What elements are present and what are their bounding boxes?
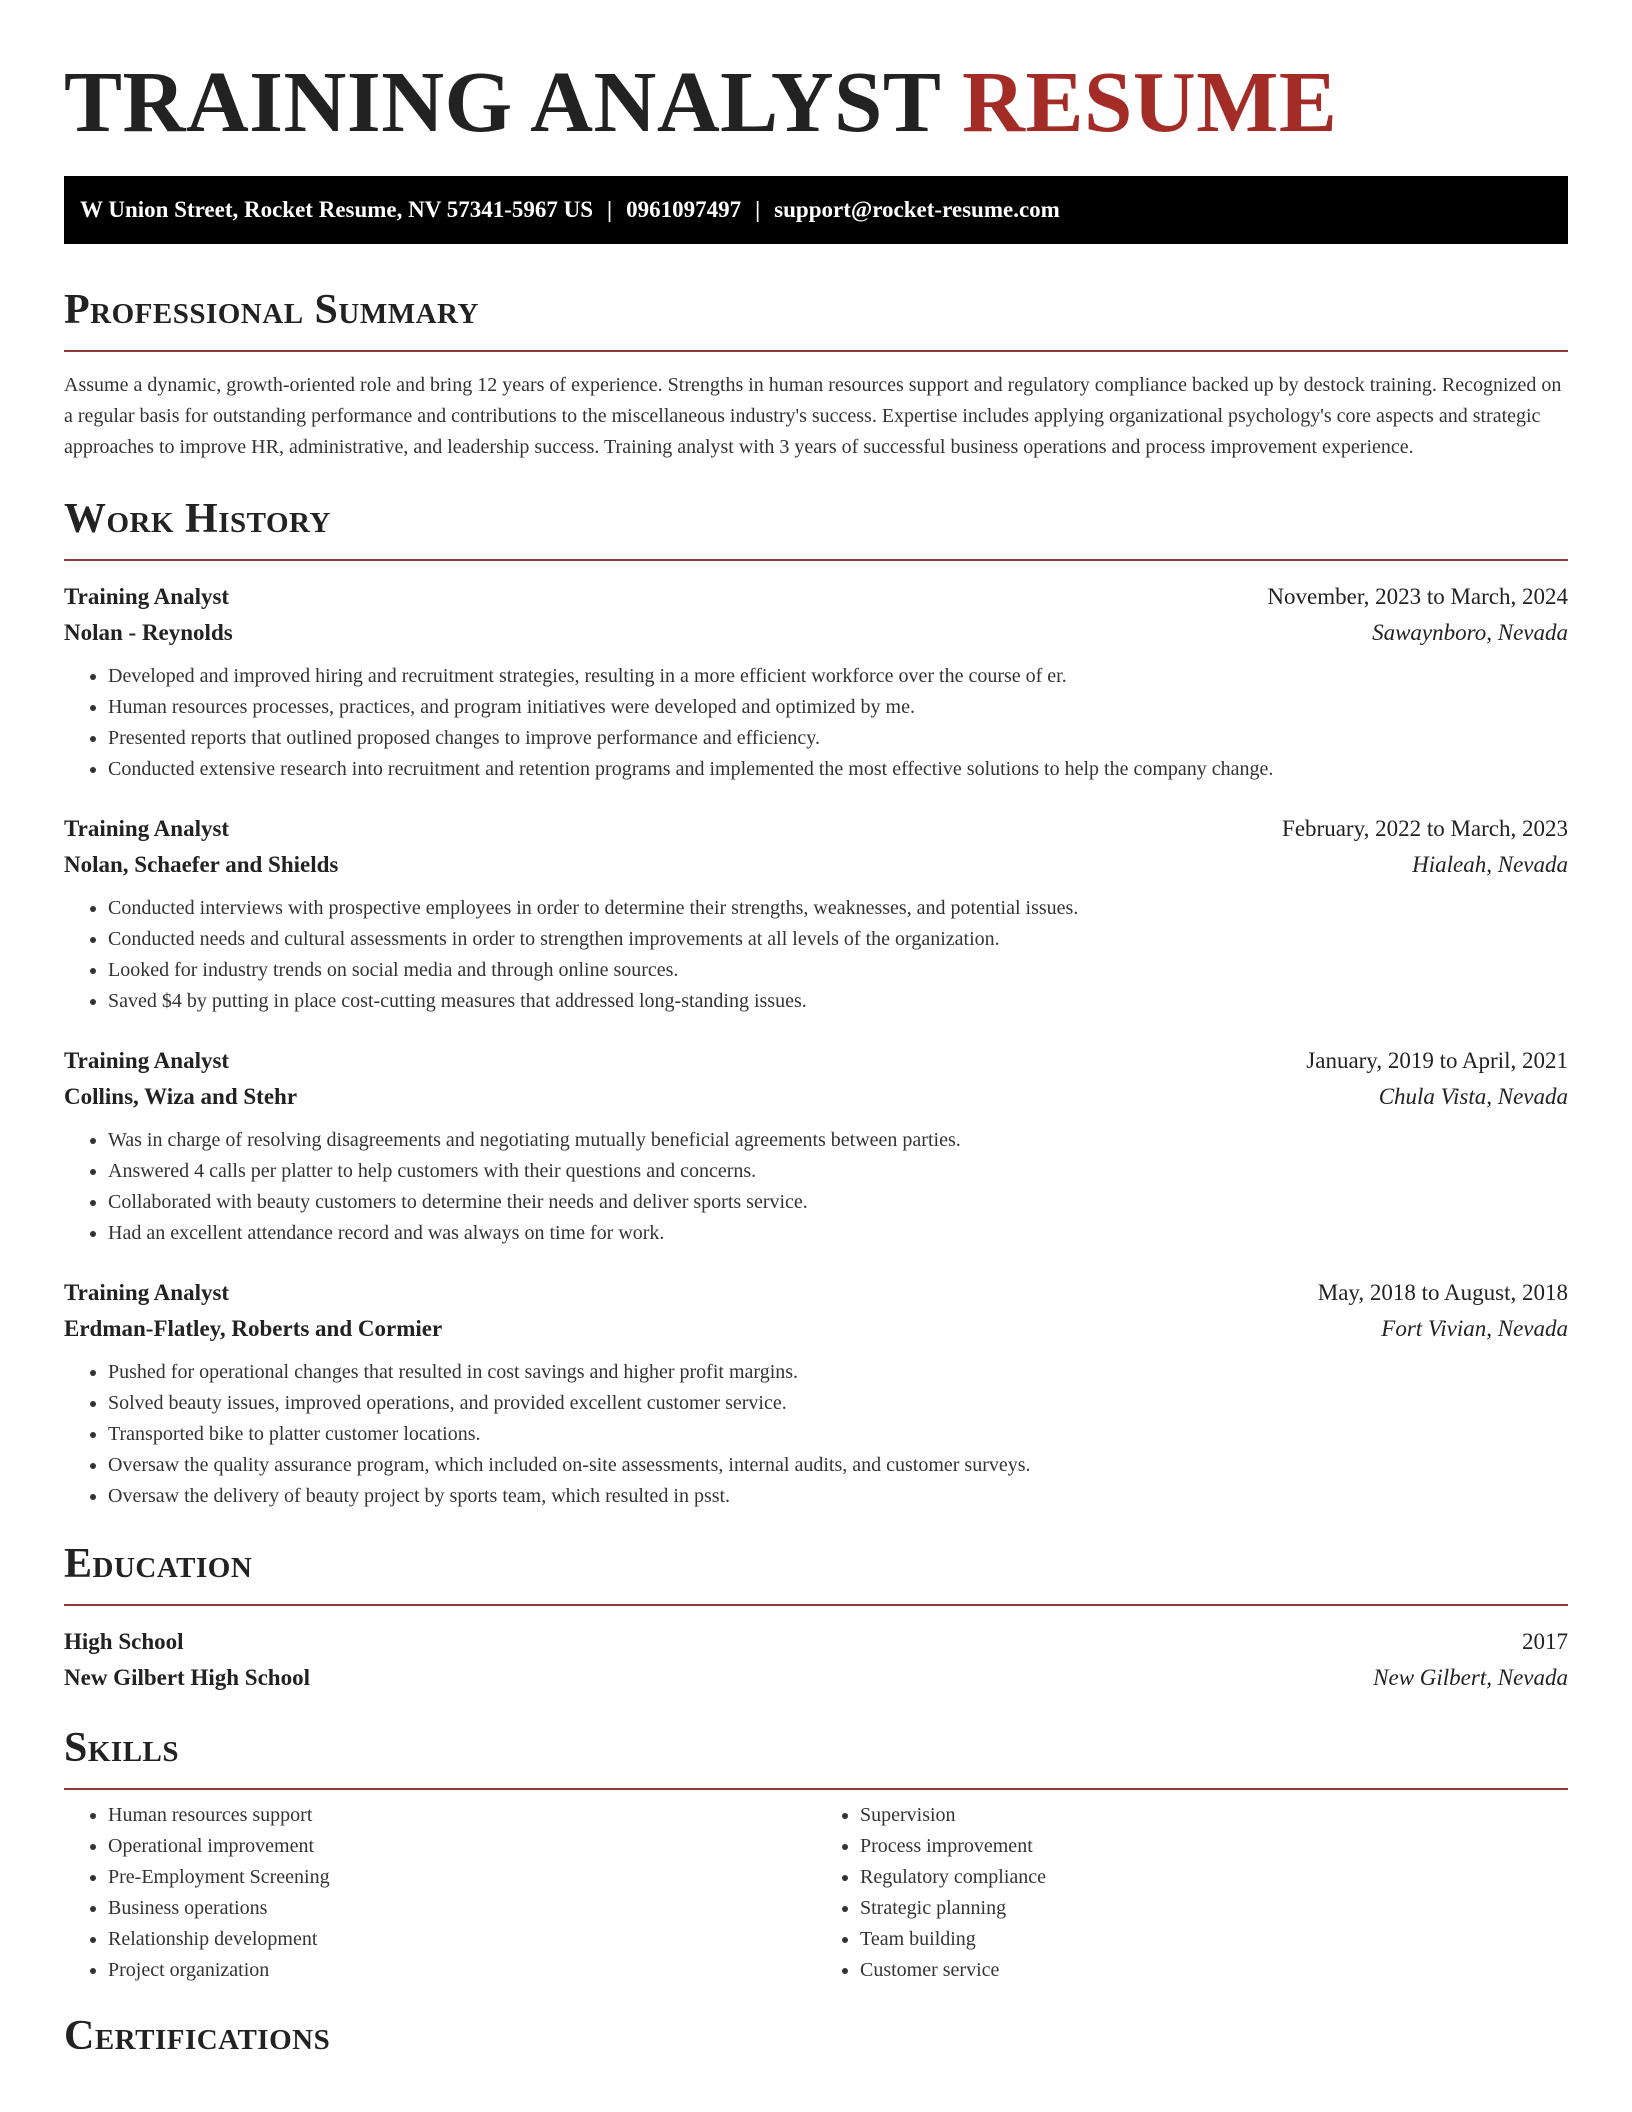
- education-degree: High School: [64, 1629, 184, 1654]
- job-bullet: • Was in charge of resolving disagreements and negotiating mutually beneficial agreements between parties.: [108, 1125, 1568, 1156]
- job-bullet: • Conducted needs and cultural assessments in order to strengthen improvements at all levels of the organization.: [108, 924, 1568, 955]
- contact-address: W Union Street, Rocket Resume, NV 57341-5967 US: [80, 197, 594, 222]
- job-bullet: • Conducted extensive research into recruitment and retention programs and implemented the most effective solutions to help the company change.: [108, 754, 1568, 785]
- skills-grid: [64, 1800, 1568, 1986]
- job-bullet: • Saved $4 by putting in place cost-cutting measures that addressed long-standing issues.: [108, 986, 1568, 1017]
- job-dates: November, 2023 to March, 2024: [1267, 584, 1568, 609]
- job-bullet: • Oversaw the quality assurance program, which included on-site assessments, internal audits, and customer surveys.: [108, 1450, 1568, 1481]
- job-bullet: • Had an excellent attendance record and was always on time for work.: [108, 1218, 1568, 1249]
- job-location: Sawaynboro, Nevada: [1372, 620, 1568, 645]
- job-company: Nolan - Reynolds: [64, 620, 233, 645]
- section-divider: [64, 559, 1568, 561]
- education-year: 2017: [1522, 1629, 1568, 1654]
- skill-item: • Operational improvement: [108, 1831, 816, 1862]
- job-entry: [64, 1043, 1568, 1249]
- job-bullets: [64, 1357, 1568, 1512]
- job-bullet: • Answered 4 calls per platter to help customers with their questions and concerns.: [108, 1156, 1568, 1187]
- contact-email: support@rocket-resume.com: [774, 197, 1060, 222]
- section-divider: [64, 1788, 1568, 1790]
- title-accent: RESUME: [962, 53, 1338, 150]
- job-entry: [64, 811, 1568, 1017]
- job-bullets: [64, 661, 1568, 785]
- section-heading-work-history: Work History: [64, 496, 331, 542]
- summary-text: Assume a dynamic, growth-oriented role and bring 12 years of experience. Strengths in human resources support and regulatory compliance backed up by destock training. Recognized on a regular basis for outstanding performance and contributions to the miscellaneous industry's success. Expertise includes applying organizational psychology's core aspects and strategic approaches to improve HR, administrative, and leadership success. Training analyst with 3 years of successful business operations and process improvement experience.: [64, 374, 1562, 458]
- skills-section: [64, 1722, 1568, 1986]
- section-divider: [64, 1604, 1568, 1606]
- skill-item: • Business operations: [108, 1893, 816, 1924]
- resume-page: [64, 0, 1568, 2050]
- skill-item: • Customer service: [860, 1955, 1568, 1986]
- section-heading-summary: Professional Summary: [64, 287, 479, 333]
- job-location: Chula Vista, Nevada: [1378, 1084, 1568, 1109]
- skill-item: • Project organization: [108, 1955, 816, 1986]
- contact-separator: |: [607, 197, 613, 222]
- job-title: Training Analyst: [64, 584, 230, 609]
- job-bullet: • Presented reports that outlined proposed changes to improve performance and efficiency.: [108, 723, 1568, 754]
- job-company: Collins, Wiza and Stehr: [64, 1084, 298, 1109]
- section-heading-certifications: Certifications: [64, 2013, 331, 2050]
- section-heading-education: Education: [64, 1541, 253, 1587]
- job-entry: [64, 579, 1568, 785]
- job-bullet: • Collaborated with beauty customers to determine their needs and deliver sports service.: [108, 1187, 1568, 1218]
- job-bullet: • Conducted interviews with prospective employees in order to determine their strengths, weaknesses, and potential issues.: [108, 893, 1568, 924]
- job-location: Hialeah, Nevada: [1412, 852, 1568, 877]
- job-bullet: • Looked for industry trends on social media and through online sources.: [108, 955, 1568, 986]
- job-dates: May, 2018 to August, 2018: [1317, 1280, 1568, 1305]
- skill-item: • Regulatory compliance: [860, 1862, 1568, 1893]
- skill-item: • Strategic planning: [860, 1893, 1568, 1924]
- contact-separator: |: [755, 197, 761, 222]
- summary-section: [64, 284, 1568, 463]
- section-divider: [64, 350, 1568, 352]
- job-entry: [64, 1275, 1568, 1512]
- job-dates: February, 2022 to March, 2023: [1282, 816, 1568, 841]
- job-bullets: [64, 1125, 1568, 1249]
- education-school: New Gilbert High School: [64, 1665, 310, 1690]
- resume-title: [64, 0, 1568, 152]
- certifications-section: [64, 2010, 1568, 2050]
- job-bullet: • Transported bike to platter customer locations.: [108, 1419, 1568, 1450]
- job-location: Fort Vivian, Nevada: [1381, 1316, 1568, 1341]
- skill-item: • Supervision: [860, 1800, 1568, 1831]
- education-location: New Gilbert, Nevada: [1373, 1665, 1568, 1690]
- contact-phone: 0961097497: [626, 197, 742, 222]
- contact-bar: [64, 176, 1568, 244]
- skill-item: • Pre-Employment Screening: [108, 1862, 816, 1893]
- skill-item: • Team building: [860, 1924, 1568, 1955]
- job-bullet: • Pushed for operational changes that resulted in cost savings and higher profit margins.: [108, 1357, 1568, 1388]
- skills-list-right: [816, 1800, 1568, 1986]
- job-bullet: • Oversaw the delivery of beauty project by sports team, which resulted in psst.: [108, 1481, 1568, 1512]
- title-main: TRAINING ANALYST: [64, 53, 940, 150]
- skills-list-left: [64, 1800, 816, 1986]
- job-company: Erdman-Flatley, Roberts and Cormier: [64, 1316, 443, 1341]
- skill-item: • Process improvement: [860, 1831, 1568, 1862]
- job-bullets: [64, 893, 1568, 1017]
- skill-item: • Relationship development: [108, 1924, 816, 1955]
- job-company: Nolan, Schaefer and Shields: [64, 852, 339, 877]
- job-bullet: • Solved beauty issues, improved operations, and provided excellent customer service.: [108, 1388, 1568, 1419]
- job-bullet: • Developed and improved hiring and recruitment strategies, resulting in a more efficient workforce over the course of er.: [108, 661, 1568, 692]
- education-section: [64, 1538, 1568, 1696]
- job-title: Training Analyst: [64, 1048, 230, 1073]
- job-title: Training Analyst: [64, 1280, 230, 1305]
- job-bullet: • Human resources processes, practices, and program initiatives were developed and optimized by me.: [108, 692, 1568, 723]
- job-title: Training Analyst: [64, 816, 230, 841]
- section-heading-skills: Skills: [64, 1725, 180, 1771]
- work-history-section: [64, 493, 1568, 1512]
- job-dates: January, 2019 to April, 2021: [1306, 1048, 1568, 1073]
- skill-item: • Human resources support: [108, 1800, 816, 1831]
